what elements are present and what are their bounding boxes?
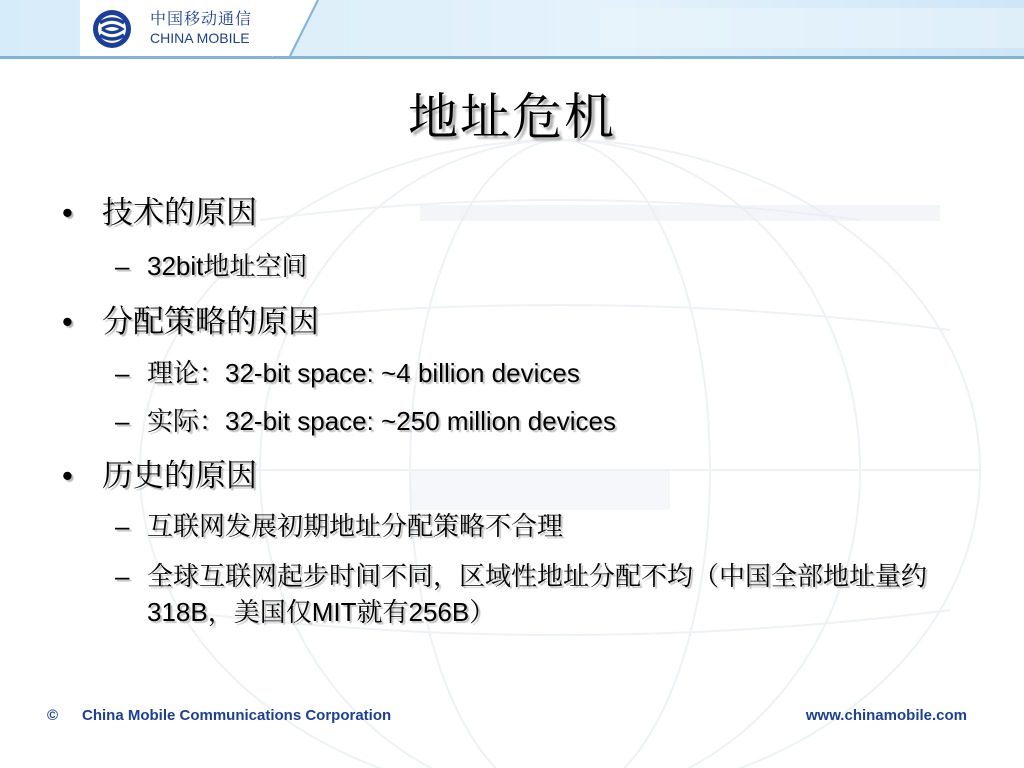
bullet-marker: • xyxy=(62,458,73,493)
dash-marker: – xyxy=(115,358,130,388)
footer-website-link[interactable]: www.chinamobile.com xyxy=(805,707,967,724)
footer xyxy=(0,700,1024,730)
dash-marker: – xyxy=(115,406,130,436)
dash-marker: – xyxy=(115,561,130,591)
bullet-label: 历史的原因 xyxy=(102,458,257,494)
bullet-label: 分配策略的原因 xyxy=(102,304,319,340)
dash-marker: – xyxy=(115,511,130,541)
brand-name-english: CHINA MOBILE xyxy=(150,30,250,46)
sub-item-text: 实际：32-bit space: ~250 million devices xyxy=(147,406,616,436)
sub-item-text: 全球互联网起步时间不同，区域性地址分配不均（中国全部地址量约318B，美国仅MIT就有256B） xyxy=(147,561,928,627)
slide-title: 地址危机 xyxy=(408,88,616,146)
dash-marker: – xyxy=(115,251,130,281)
bullet-marker: • xyxy=(62,195,73,230)
bullet-marker: • xyxy=(62,304,73,339)
brand-name-chinese: 中国移动通信 xyxy=(150,9,253,28)
sub-item-text: 32bit地址空间 xyxy=(147,251,308,281)
copyright-symbol: © xyxy=(47,707,59,724)
sub-item-text: 理论：32-bit space: ~4 billion devices xyxy=(147,358,580,388)
footer-company-name: China Mobile Communications Corporation xyxy=(82,707,392,724)
sub-item-text: 互联网发展初期地址分配策略不合理 xyxy=(147,511,564,541)
bullet-label: 技术的原因 xyxy=(102,195,257,231)
